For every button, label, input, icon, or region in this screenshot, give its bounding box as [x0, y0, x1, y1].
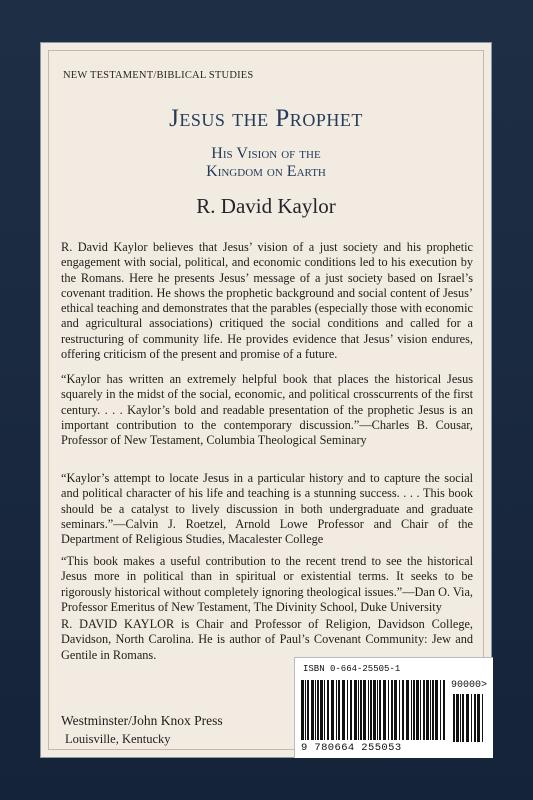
category-label: NEW TESTAMENT/BIBLICAL STUDIES: [63, 70, 254, 81]
price-code: 90000>: [451, 680, 488, 691]
barcode-bar: [394, 680, 397, 740]
publisher-location: Louisville, Kentucky: [65, 732, 171, 746]
barcode-bar: [342, 680, 345, 740]
barcode-bar: [377, 680, 378, 740]
price-barcode: [451, 694, 487, 742]
barcode-bar: [430, 680, 431, 740]
endorsement-2: “Kaylor’s attempt to locate Jesus in a particular history and to capture the social and political character of his life and teaching is a stunning success. . . . This book should be a catalyst to lively discussion in both undergraduate and graduate seminars.”—Calvin J. Roetzel, Arnold Lowe Professor and Chair of the Department of Religious Studies, Macalester College: [61, 471, 473, 547]
barcode-bar: [399, 680, 400, 740]
barcode-area: [294, 657, 493, 758]
barcode-bar: [320, 680, 323, 740]
barcode-bar: [426, 680, 429, 740]
barcode-bar: [327, 680, 329, 740]
barcode-bar: [363, 680, 366, 740]
book-description: R. David Kaylor believes that Jesus’ vision of a just society and his prophetic engagement with social, political, and economic conditions led to his execution by the Romans. Here he presents Jesus’ message of a just society based on Israel’s covenant tradition. He shows the prophetic background and social content of Jesus’ ethical teaching and demonstrates that the parables (especially those with economic and agricultural associations) critiqued the social conditions and called for a restructuring of community life. He provides evidence that Jesus’ vision endures, offering criticism of the present and promise of a future.: [61, 240, 473, 362]
endorsement-1: “Kaylor has written an extremely helpful book that places the historical Jesus squarely in the midst of the social, economic, and political crosscurrents of the first century. . . . Kaylor’s bold and readable presentation of the prophetic Jesus is an important contribution to the contemporary discussion.”—Charles B. Cousar, Professor of New Testament, Columbia Theological Seminary: [61, 372, 473, 448]
isbn-label: ISBN 0-664-25505-1: [303, 664, 401, 674]
barcode-bar: [336, 680, 337, 740]
barcode-bar: [383, 680, 386, 740]
barcode-bar: [354, 680, 357, 740]
barcode-bar: [420, 680, 421, 740]
barcode-bar: [391, 680, 393, 740]
barcode-bar: [350, 680, 352, 740]
barcode-bar: [432, 680, 434, 740]
barcode-bar: [477, 694, 480, 742]
barcode-bar: [358, 680, 359, 740]
barcode-bar: [443, 680, 445, 740]
barcode-bar: [466, 694, 469, 742]
barcode-bar: [347, 680, 348, 740]
barcode-bar: [324, 680, 325, 740]
barcode-bar: [338, 680, 340, 740]
barcode-bar: [301, 680, 304, 740]
barcode-bar: [315, 680, 316, 740]
subtitle-line-1: His Vision of the: [211, 145, 321, 162]
barcode-bar: [474, 694, 476, 742]
book-subtitle: [41, 145, 491, 181]
author-bio: R. DAVID KAYLOR is Chair and Professor of Religion, Davidson College, Davidson, North Carolina. He is author of Paul’s Covenant Community: Jew and Gentile in Romans.: [61, 617, 473, 662]
barcode-bar: [453, 694, 455, 742]
text-panel: [40, 42, 492, 758]
barcode-bar: [440, 680, 441, 740]
endorsement-3: “This book makes a useful contribution to the recent trend to see the historical Jesus more in political than in spiritual or existential terms. It seeks to be rigorously historical without completely ignoring theological issues.”—Dan O. Via, Professor Emeritus of New Testament, The Divinity School, Duke University: [61, 554, 473, 614]
barcode-bar: [311, 680, 314, 740]
ean-digits: 9 780664 255053: [301, 742, 402, 754]
barcode-bar: [462, 694, 464, 742]
barcode-bar: [305, 680, 306, 740]
barcode-bar: [416, 680, 419, 740]
barcode-bar: [413, 680, 415, 740]
barcode-bar: [482, 694, 483, 742]
barcode-bar: [423, 680, 425, 740]
barcode-bar: [360, 680, 362, 740]
barcode-bar: [307, 680, 309, 740]
barcode-bar: [370, 680, 372, 740]
barcode-bar: [331, 680, 334, 740]
barcode-bar: [317, 680, 319, 740]
barcode-bar: [373, 680, 376, 740]
barcode-bar: [388, 680, 389, 740]
barcode-bar: [471, 694, 472, 742]
barcode-bar: [406, 680, 409, 740]
barcode-bar: [368, 680, 369, 740]
ean-barcode: [299, 680, 449, 740]
author-name: R. David Kaylor: [196, 194, 336, 218]
barcode-bar: [460, 694, 461, 742]
book-title: Jesus the Prophet: [169, 105, 363, 132]
subtitle-line-2: Kingdom on Earth: [206, 163, 326, 180]
barcode-bar: [435, 680, 438, 740]
barcode-bar: [379, 680, 381, 740]
barcode-bar: [402, 680, 404, 740]
publisher-name: Westminster/John Knox Press: [61, 713, 223, 728]
barcode-bar: [456, 694, 459, 742]
barcode-bar: [411, 680, 412, 740]
